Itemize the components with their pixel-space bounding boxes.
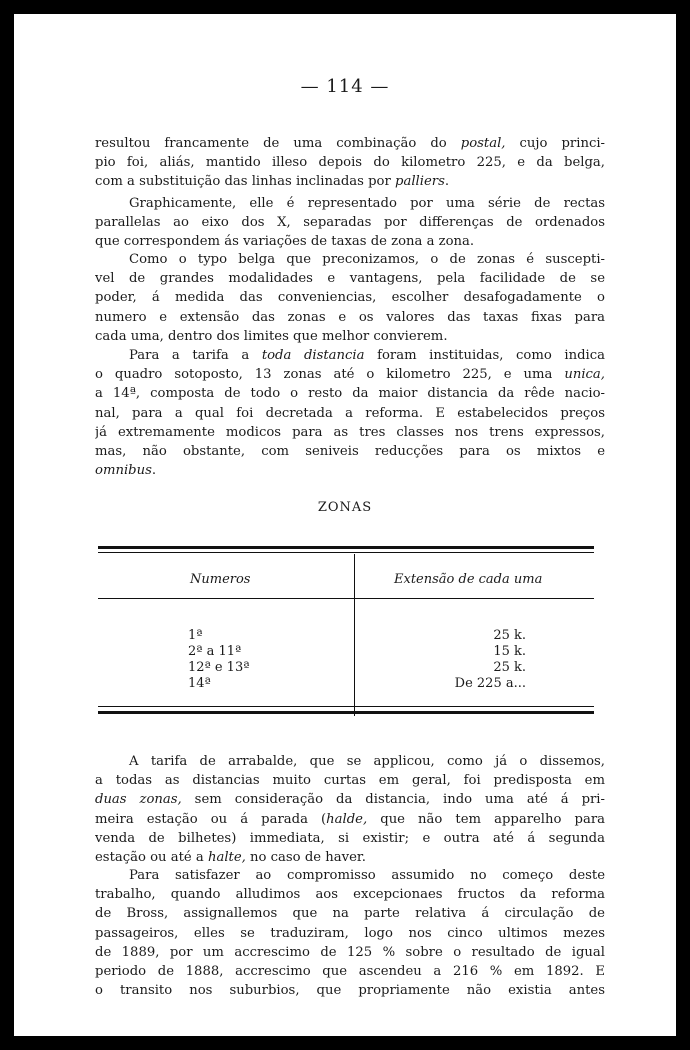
table-column-divider — [354, 554, 355, 716]
text-line: periodo de 1888, accrescimo que ascendeu a 216 % em 1892. E — [95, 963, 605, 979]
paragraph-5 — [95, 752, 605, 867]
book-page — [14, 14, 676, 1036]
text-line: poder, á medida das conveniencias, escolher desafogadamente o — [95, 290, 605, 306]
table-column-extensao — [434, 628, 526, 692]
column-header-numeros: Numeros — [190, 572, 251, 587]
text-line: o quadro sotoposto, 13 zonas até o kilometro 225, e uma unica, — [95, 367, 605, 383]
text-line: a todas as distancias muito curtas em geral, foi predisposta em — [95, 773, 605, 789]
text-line: Para satisfazer ao compromisso assumido no começo deste — [129, 868, 605, 883]
page-number: — 114 — — [300, 76, 390, 97]
text-line: que correspondem ás variações de taxas de zona a zona. — [95, 234, 475, 250]
paragraph-6 — [95, 866, 605, 1000]
text-line: já extremamente modicos para as tres classes nos trens expressos, — [95, 424, 605, 440]
table-title: ZONAS — [317, 500, 373, 515]
table-column-numeros — [188, 628, 249, 692]
table-cell: 14ª — [188, 676, 211, 691]
text-line: meira estação ou á parada (halde, que não tem apparelho para — [95, 811, 605, 827]
table-top-rule — [98, 546, 594, 549]
text-line: a 14ª, composta de todo o resto da maior distancia da rêde nacio- — [95, 386, 605, 402]
text-line: duas zonas, sem consideração da distancia, indo uma até á pri- — [95, 792, 605, 808]
table-cell: 12ª e 13ª — [188, 660, 250, 675]
column-header-extensao: Extensão de cada uma — [394, 572, 543, 587]
text-line: trabalho, quando alludimos aos excepcionaes fructos da reforma — [95, 887, 605, 903]
table-bottom-rule — [98, 711, 594, 714]
table-bottom-rule-thin — [98, 706, 594, 707]
text-line: com a substituição das linhas inclinadas por palliers. — [95, 174, 450, 190]
text-line: Para a tarifa a toda distancia foram instituidas, como indica — [129, 348, 605, 363]
table-top-rule-thin — [98, 552, 594, 553]
text-line: Graphicamente, elle é representado por uma série de rectas — [129, 196, 605, 211]
text-line: o transito nos suburbios, que propriamente não existia antes — [95, 983, 605, 999]
table-cell: 25 k. — [493, 628, 526, 643]
table-cell: De 225 a... — [454, 676, 526, 691]
text-line: resultou francamente de uma combinação do postal, cujo princi- — [95, 136, 605, 151]
table-header-rule — [98, 598, 594, 599]
text-line: Como o typo belga que preconizamos, o de zonas é suscepti- — [129, 252, 605, 267]
table-cell: 15 k. — [493, 644, 526, 659]
paragraph-2 — [95, 194, 605, 252]
text-line: estação ou até a halte, no caso de haver. — [95, 849, 366, 865]
text-line: nal, para a qual foi decretada a reforma. E estabelecidos preços — [95, 405, 605, 421]
text-line: cada uma, dentro dos limites que melhor convierem. — [95, 328, 448, 344]
paragraph-4 — [95, 346, 605, 480]
text-line: venda de bilhetes) immediata, si existir; e outra até á segunda — [95, 830, 605, 846]
paragraph-3 — [95, 250, 605, 346]
text-line: de Bross, assignallemos que na parte relativa á circulação de — [95, 906, 605, 922]
text-line: pio foi, aliás, mantido illeso depois do kilometro 225, e da belga, — [95, 155, 605, 171]
text-line: A tarifa de arrabalde, que se applicou, como já o dissemos, — [129, 754, 605, 769]
table-cell: 2ª a 11ª — [188, 644, 242, 659]
text-line: de 1889, por um accrescimo de 125 % sobre o resultado de igual — [95, 944, 605, 960]
table-cell: 25 k. — [493, 660, 526, 675]
text-line: vel de grandes modalidades e vantagens, pela facilidade de se — [95, 271, 605, 287]
text-line: passageiros, elles se traduziram, logo nos cinco ultimos mezes — [95, 925, 605, 941]
text-line: omnibus. — [95, 463, 157, 479]
text-line: parallelas ao eixo dos X, separadas por differenças de ordenados — [95, 215, 605, 231]
table-cell: 1ª — [188, 628, 203, 643]
text-line: mas, não obstante, com seniveis reducções para os mixtos e — [95, 443, 605, 459]
text-line: numero e extensão das zonas e os valores das taxas fixas para — [95, 309, 605, 325]
paragraph-1 — [95, 134, 605, 192]
